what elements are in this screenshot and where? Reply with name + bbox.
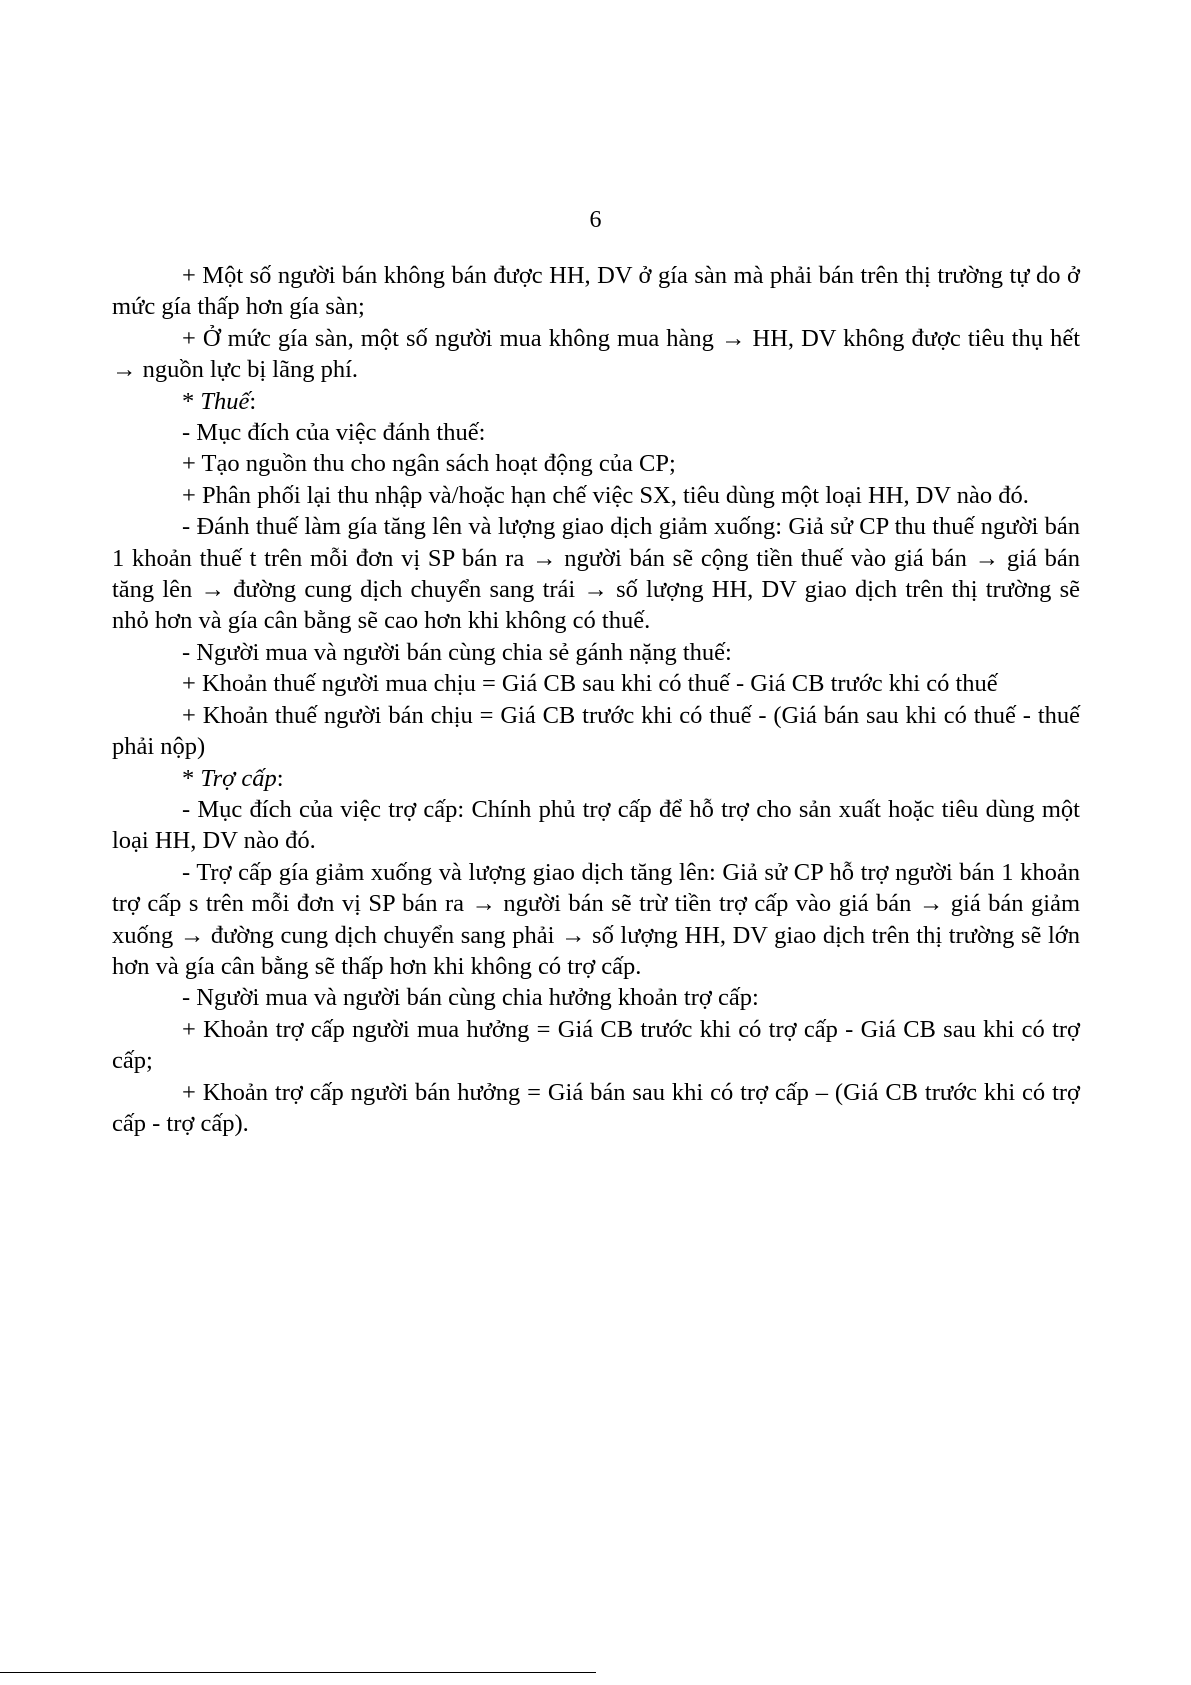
paragraph-seller-unsold: + Một số người bán không bán được HH, DV ở gía sàn mà phải bán trên thị trường tự do ở mức gía thấp hơn gía sàn; bbox=[112, 262, 1080, 321]
heading-bullet: * bbox=[182, 387, 201, 415]
paragraph-buyer-subsidy: + Khoản trợ cấp người mua hưởng = Giá CB trước khi có trợ cấp - Giá CB sau khi có trợ cấp; bbox=[112, 1015, 1080, 1075]
paragraph-tax-revenue: + Tạo nguồn thu cho ngân sách hoạt động của CP; bbox=[182, 450, 676, 478]
heading-colon: : bbox=[276, 764, 284, 792]
paragraph-seller-subsidy: + Khoản trợ cấp người bán hưởng = Giá bán sau khi có trợ cấp – (Giá CB trước khi có trợ cấp - trợ cấp). bbox=[112, 1078, 1080, 1137]
paragraph-buyer-tax: + Khoản thuế người mua chịu = Giá CB sau khi có thuế - Giá CB trước khi có thuế bbox=[182, 670, 998, 698]
document-body bbox=[112, 260, 1080, 1139]
paragraph-tax-redistribution: + Phân phối lại thu nhập và/hoặc hạn chế việc SX, tiêu dùng một loại HH, DV nào đó. bbox=[182, 481, 1029, 509]
paragraph-seller-tax: + Khoản thuế người bán chịu = Giá CB trước khi có thuế - (Giá bán sau khi có thuế - thuế phải nộp) bbox=[112, 701, 1080, 761]
paragraph-subsidy-effect: - Trợ cấp gía giảm xuống và lượng giao dịch tăng lên: Giả sử CP hỗ trợ người bán 1 khoản trợ cấp s trên mỗi đơn vị SP bán ra → người bán sẽ trừ tiền trợ cấp vào giá bán → giá bán giảm xuống → đường cung dịch chuyển sang phải → số lượng HH, DV giao dịch trên thị trường sẽ lớn hơn và gía cân bằng sẽ thấp hơn khi không có trợ cấp. bbox=[112, 858, 1080, 980]
section-heading-subsidy bbox=[112, 763, 1080, 794]
paragraph-subsidy-purpose: - Mục đích của việc trợ cấp: Chính phủ trợ cấp để hỗ trợ cho sản xuất hoặc tiêu dùng một loại HH, DV nào đó. bbox=[112, 795, 1080, 855]
paragraph-tax-burden: - Người mua và người bán cùng chia sẻ gánh nặng thuế: bbox=[182, 638, 732, 666]
paragraph-tax-purpose: - Mục đích của việc đánh thuế: bbox=[182, 419, 486, 447]
page-number: 6 bbox=[589, 207, 602, 233]
heading-tax-label: Thuế bbox=[200, 387, 250, 415]
paragraph-tax-effect: - Đánh thuế làm gía tăng lên và lượng giao dịch giảm xuống: Giả sử CP thu thuế người bán 1 khoản thuế t trên mỗi đơn vị SP bán ra → người bán sẽ cộng tiền thuế vào giá bán → giá bán tăng lên → đường cung dịch chuyển sang trái → số lượng HH, DV giao dịch trên thị trường sẽ nhỏ hơn và gía cân bằng sẽ cao hơn khi không có thuế. bbox=[112, 513, 1080, 635]
heading-subsidy-label: Trợ cấp bbox=[200, 764, 277, 792]
section-heading-tax bbox=[112, 386, 1080, 417]
footer-divider bbox=[0, 1672, 596, 1673]
paragraph-subsidy-sharing: - Người mua và người bán cùng chia hưởng khoản trợ cấp: bbox=[182, 984, 759, 1012]
heading-bullet: * bbox=[182, 764, 201, 792]
paragraph-buyer-unsold: + Ở mức gía sàn, một số người mua không mua hàng → HH, DV không được tiêu thụ hết → nguồn lực bị lãng phí. bbox=[112, 324, 1080, 384]
heading-colon: : bbox=[249, 387, 257, 415]
